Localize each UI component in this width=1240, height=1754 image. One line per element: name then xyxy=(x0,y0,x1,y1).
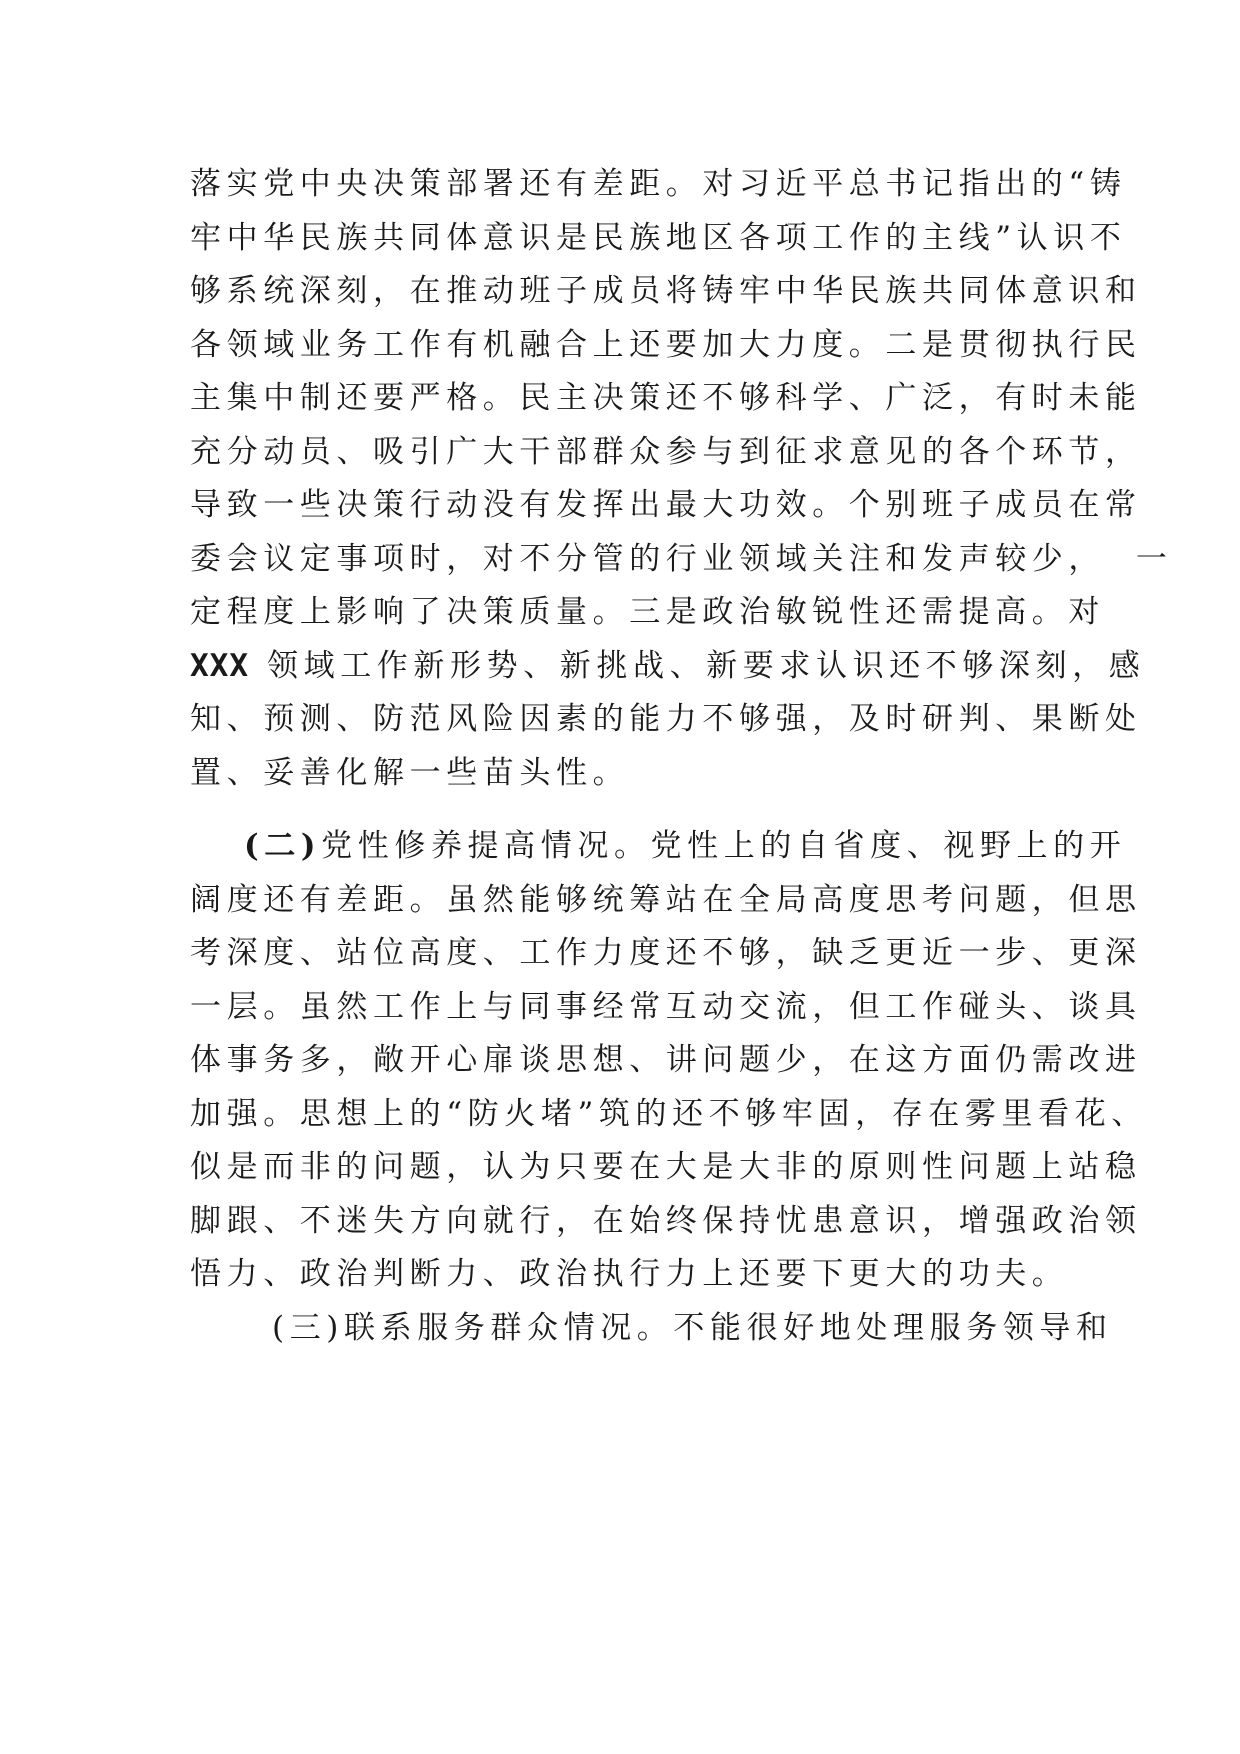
text-line: 置、妥善化解一些苗头性。 xyxy=(190,754,630,791)
text-line: 充分动员、吸引广大干部群众参与到征求意见的各个环节， xyxy=(190,433,1142,470)
text-line: 定程度上影响了决策质量。三是政治敏锐性还需提高。对 xyxy=(190,594,1105,630)
text-line-rest: 领域工作新形势、新挑战、新要求认识还不够深刻，感 xyxy=(267,647,1146,684)
section-heading-text: 联系服务群众情况。不能很好地处理服务领导和 xyxy=(344,1309,1113,1346)
text-line: 各领域业务工作有机融合上还要加大力度。二是贯彻执行民 xyxy=(190,326,1142,363)
text-line: 牢中华民族共同体意识是民族地区各项工作的主线”认识不 xyxy=(190,219,1127,256)
text-line: 够系统深刻，在推动班子成员将铸牢中华民族共同体意识和 xyxy=(190,273,1142,309)
paragraph-2 xyxy=(190,820,1148,1302)
text-line: 悟力、政治判断力、政治执行力上还要下更大的功夫。 xyxy=(190,1256,1069,1292)
section-number: (二) xyxy=(244,828,322,864)
paragraph-1 xyxy=(190,158,1173,800)
text-line: 委会议定事项时，对不分管的行业领域关注和发声较少， 一 xyxy=(190,540,1173,577)
paragraph-gap xyxy=(190,800,1050,820)
section-heading-text: 党性修养提高情况。党性上的自省度、视野上的开 xyxy=(321,828,1127,864)
section-heading-line xyxy=(190,1302,1113,1356)
placeholder-xxx: XXX xyxy=(190,647,249,684)
text-line: 落实党中央决策部署还有差距。对习近平总书记指出的“铸 xyxy=(190,166,1127,202)
text-line: 体事务多，敞开心扉谈思想、讲问题少，在这方面仍需改进 xyxy=(190,1042,1142,1078)
text-line xyxy=(190,640,1146,694)
text-line: 加强。思想上的“防火堵”筑的还不够牢固，存在雾里看花、 xyxy=(190,1095,1148,1132)
section-heading-line xyxy=(190,820,1127,874)
text-line: 脚跟、不迷失方向就行，在始终保持忧患意识，增强政治领 xyxy=(190,1202,1142,1239)
text-line: 考深度、站位高度、工作力度还不够，缺乏更近一步、更深 xyxy=(190,935,1142,971)
document-body xyxy=(190,158,1173,1355)
text-line: 一层。虽然工作上与同事经常互动交流，但工作碰头、谈具 xyxy=(190,988,1142,1025)
paragraph-3 xyxy=(190,1302,1113,1356)
text-line: 知、预测、防范风险因素的能力不够强，及时研判、果断处 xyxy=(190,701,1142,737)
section-number: (三) xyxy=(272,1309,344,1346)
text-line: 主集中制还要严格。民主决策还不够科学、广泛，有时未能 xyxy=(190,380,1142,416)
text-line: 似是而非的问题，认为只要在大是大非的原则性问题上站稳 xyxy=(190,1149,1142,1185)
text-line: 导致一些决策行动没有发挥出最大功效。个别班子成员在常 xyxy=(190,487,1142,523)
text-line: 阔度还有差距。虽然能够统筹站在全局高度思考问题，但思 xyxy=(190,881,1142,918)
